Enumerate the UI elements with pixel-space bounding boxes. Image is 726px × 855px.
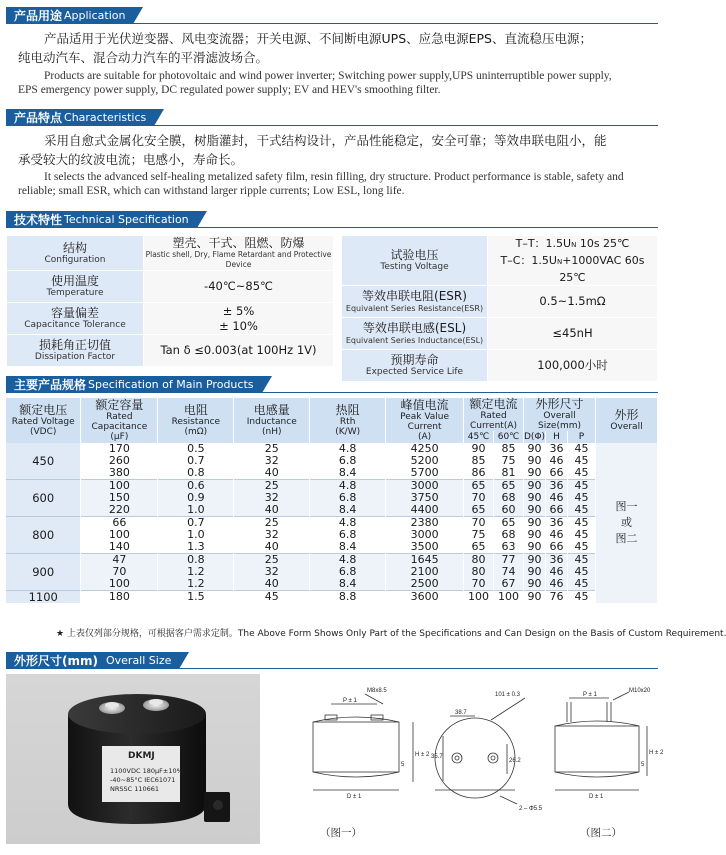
col-header-45c: 45℃ bbox=[464, 431, 494, 443]
table-cell: 85 bbox=[494, 443, 524, 455]
table-cell: 3600 bbox=[386, 591, 464, 604]
spec-label-zh: 等效串联电感(ESL) bbox=[362, 321, 467, 335]
table-cell: 6.8 bbox=[310, 566, 386, 578]
dim-357: 35.7 bbox=[431, 754, 443, 760]
col-header-p: P bbox=[568, 431, 596, 443]
characteristics-text-zh-2: 承受较大的纹波电流；电感小，寿命长。 bbox=[18, 152, 244, 167]
table-cell: 47 bbox=[81, 554, 158, 567]
spec-value: ± 5% bbox=[222, 303, 255, 318]
table-cell: 100 bbox=[81, 480, 158, 493]
table-cell: 180 bbox=[81, 591, 158, 604]
table-cell: 66 bbox=[546, 504, 568, 517]
table-cell: 8.4 bbox=[310, 541, 386, 554]
table-cell: 90 bbox=[524, 529, 546, 541]
spec-row-esl bbox=[342, 318, 658, 350]
shape-label: 或 bbox=[621, 516, 632, 529]
spec-value: -40℃~85℃ bbox=[204, 279, 273, 293]
table-cell: 1645 bbox=[386, 554, 464, 567]
section-title-en: Characteristics bbox=[64, 111, 147, 124]
dim-387: 38.7 bbox=[455, 710, 467, 716]
shape-label: 图一 bbox=[615, 500, 638, 513]
table-cell: 46 bbox=[546, 455, 568, 467]
figure-1-caption: （图一） bbox=[320, 827, 362, 839]
tech-spec-table-right bbox=[341, 235, 658, 382]
table-cell: 1.5 bbox=[158, 591, 234, 604]
spec-label-zh: 容量偏差 bbox=[50, 306, 99, 320]
table-cell: 45 bbox=[568, 541, 596, 554]
table-cell: 65 bbox=[494, 480, 524, 493]
table-cell: 0.7 bbox=[158, 517, 234, 530]
table-cell: 260 bbox=[81, 455, 158, 467]
section-title-zh: 产品特点 bbox=[14, 111, 63, 125]
table-cell: 46 bbox=[546, 566, 568, 578]
table-cell: 90 bbox=[524, 517, 546, 530]
divider bbox=[6, 392, 658, 393]
table-cell: 77 bbox=[494, 554, 524, 567]
section-title-zh: 外形尺寸(mm) bbox=[14, 654, 98, 668]
col-header-voltage: 额定电压 Rated Voltage (VDC) bbox=[6, 398, 81, 443]
table-cell: 90 bbox=[524, 467, 546, 480]
spec-label-en: Testing Voltage bbox=[380, 262, 449, 272]
table-cell: 5200 bbox=[386, 455, 464, 467]
section-title-zh: 产品用途 bbox=[14, 9, 63, 23]
dim-5-fig2: 5 bbox=[641, 762, 645, 768]
table-cell: 75 bbox=[464, 529, 494, 541]
table-cell: 40 bbox=[234, 467, 310, 480]
table-cell: 46 bbox=[546, 578, 568, 591]
section-header-overall-size bbox=[6, 652, 189, 669]
table-cell: 100 bbox=[494, 591, 524, 604]
divider bbox=[6, 668, 658, 669]
dimension-drawings bbox=[295, 686, 664, 836]
dim-262: 26.2 bbox=[509, 758, 521, 764]
table-row bbox=[6, 467, 658, 480]
spec-label-zh: 损耗角正切值 bbox=[38, 338, 111, 352]
table-cell: 100 bbox=[464, 591, 494, 604]
table-cell: 81 bbox=[494, 467, 524, 480]
dim-p-fig1: P ± 1 bbox=[343, 698, 357, 704]
table-cell: 2500 bbox=[386, 578, 464, 591]
tech-spec-table-left bbox=[6, 235, 334, 367]
table-cell: 45 bbox=[234, 591, 310, 604]
spec-label-en: Equivalent Series Inductance(ESL) bbox=[345, 336, 484, 345]
divider bbox=[6, 125, 658, 126]
table-row bbox=[6, 591, 658, 604]
table-cell: 0.5 bbox=[158, 443, 234, 455]
spec-row-dissipation bbox=[7, 335, 334, 367]
spec-value: Tan δ ≤0.003(at 100Hz 1V) bbox=[160, 343, 317, 357]
table-cell: 8.8 bbox=[310, 591, 386, 604]
characteristics-text-en-2: reliable; small ESR, which can withstand larger ripple currents; Low ESL, long life. bbox=[18, 185, 405, 197]
main-products-table bbox=[6, 398, 658, 603]
table-cell: 45 bbox=[568, 504, 596, 517]
table-cell: 45 bbox=[568, 517, 596, 530]
spec-label-en: Dissipation Factor bbox=[34, 352, 116, 362]
table-cell: 90 bbox=[524, 492, 546, 504]
col-header-rth: 热阻 Rth (K/W) bbox=[310, 398, 386, 443]
spec-label-zh: 等效串联电阻(ESR) bbox=[362, 289, 467, 303]
table-cell: 4.8 bbox=[310, 480, 386, 493]
table-cell: 74 bbox=[494, 566, 524, 578]
spec-value: T–T：1.5UN 10s 25℃ bbox=[515, 237, 630, 250]
table-cell: 70 bbox=[464, 517, 494, 530]
characteristics-text-zh-1: 采用自愈式金属化安全膜，树脂灌封，干式结构设计，产品性能稳定，安全可靠；等效串联电阻小，能 bbox=[44, 133, 607, 148]
voltage-cell: 450 bbox=[6, 443, 81, 480]
table-cell: 36 bbox=[546, 443, 568, 455]
table-cell: 32 bbox=[234, 529, 310, 541]
dim-thread-fig2: M10x20 bbox=[629, 688, 651, 694]
table-cell: 380 bbox=[81, 467, 158, 480]
table-cell: 1.2 bbox=[158, 578, 234, 591]
table-cell: 2100 bbox=[386, 566, 464, 578]
dim-d-fig1: D ± 1 bbox=[347, 794, 362, 800]
table-cell: 70 bbox=[81, 566, 158, 578]
section-header-main-products bbox=[6, 376, 272, 393]
table-cell: 45 bbox=[568, 455, 596, 467]
dim-d-fig2: D ± 1 bbox=[589, 794, 604, 800]
table-cell: 65 bbox=[494, 517, 524, 530]
table-cell: 66 bbox=[546, 541, 568, 554]
table-cell: 4.8 bbox=[310, 443, 386, 455]
spec-row-service-life bbox=[342, 350, 658, 382]
table-cell: 45 bbox=[568, 566, 596, 578]
product-spec-line-3: NRSSC 110661 bbox=[110, 785, 160, 793]
table-cell: 0.8 bbox=[158, 467, 234, 480]
section-title-zh: 技术特性 bbox=[14, 213, 63, 227]
table-cell: 85 bbox=[464, 455, 494, 467]
table-cell: 32 bbox=[234, 566, 310, 578]
divider bbox=[6, 23, 658, 24]
section-header-application bbox=[6, 7, 143, 24]
table-cell: 8.4 bbox=[310, 578, 386, 591]
table-cell: 0.6 bbox=[158, 480, 234, 493]
col-header-capacitance: 额定容量 Rated Capacitance (μF) bbox=[81, 398, 158, 443]
table-cell: 80 bbox=[464, 566, 494, 578]
table-cell: 45 bbox=[568, 591, 596, 604]
spec-value: ± 10% bbox=[219, 318, 258, 333]
table-cell: 3000 bbox=[386, 480, 464, 493]
table-cell: 90 bbox=[524, 578, 546, 591]
table-row bbox=[6, 578, 658, 591]
table-cell: 170 bbox=[81, 443, 158, 455]
table-cell: 45 bbox=[568, 480, 596, 493]
table-cell: 4.8 bbox=[310, 554, 386, 567]
spec-label-zh: 使用温度 bbox=[50, 274, 99, 288]
table-cell: 45 bbox=[568, 492, 596, 504]
spec-label-en: Configuration bbox=[44, 254, 106, 265]
table-cell: 3500 bbox=[386, 541, 464, 554]
spec-label-zh: 结构 bbox=[62, 240, 87, 255]
table-cell: 100 bbox=[81, 578, 158, 591]
table-cell: 65 bbox=[464, 480, 494, 493]
table-cell: 45 bbox=[568, 578, 596, 591]
section-title-zh: 主要产品规格 bbox=[14, 378, 87, 392]
voltage-cell: 900 bbox=[6, 554, 81, 591]
dim-hole: 2 – Φ5.5 bbox=[519, 806, 543, 812]
table-cell: 90 bbox=[524, 480, 546, 493]
table-cell: 150 bbox=[81, 492, 158, 504]
application-text-en-2: EPS emergency power supply, DC regulated power supply; EV and HEV's smoothing filter. bbox=[18, 84, 441, 96]
table-cell: 70 bbox=[464, 578, 494, 591]
table-cell: 66 bbox=[546, 467, 568, 480]
table-cell: 4250 bbox=[386, 443, 464, 455]
col-header-60c: 60℃ bbox=[494, 431, 524, 443]
dim-thread-fig1: M8x8.5 bbox=[367, 688, 387, 694]
table-cell: 32 bbox=[234, 455, 310, 467]
table-cell: 90 bbox=[524, 554, 546, 567]
application-text-zh-2: 纯电动汽车、混合动力汽车的平滑滤波场合。 bbox=[18, 50, 269, 65]
spec-value: 100,000小时 bbox=[537, 358, 608, 372]
table-cell: 76 bbox=[546, 591, 568, 604]
table-cell: 3000 bbox=[386, 529, 464, 541]
dim-h-fig2: H ± 2 bbox=[649, 750, 664, 756]
spec-row-configuration bbox=[7, 236, 334, 271]
table-cell: 36 bbox=[546, 554, 568, 567]
table-cell: 1.3 bbox=[158, 541, 234, 554]
col-header-peak-current: 峰值电流 Peak Value Current (A) bbox=[386, 398, 464, 443]
table-cell: 1.0 bbox=[158, 504, 234, 517]
table-cell: 0.7 bbox=[158, 455, 234, 467]
product-spec-line-1: 1100VDC 180μF±10% bbox=[110, 767, 183, 775]
product-photo bbox=[6, 674, 260, 844]
spec-label-en: Equivalent Series Resistance(ESR) bbox=[345, 304, 484, 313]
table-cell: 25 bbox=[234, 480, 310, 493]
table-cell: 86 bbox=[464, 467, 494, 480]
table-cell: 3750 bbox=[386, 492, 464, 504]
dim-101: 101 ± 0.3 bbox=[495, 692, 520, 698]
spec-value: 0.5~1.5mΩ bbox=[539, 294, 606, 308]
section-header-technical bbox=[6, 211, 207, 228]
shape-cell bbox=[596, 443, 658, 603]
col-header-resistance: 电阻 Resistance (mΩ) bbox=[158, 398, 234, 443]
voltage-cell: 600 bbox=[6, 480, 81, 517]
table-cell: 65 bbox=[464, 541, 494, 554]
shape-label: 图二 bbox=[615, 532, 638, 545]
spec-label-zh: 预期寿命 bbox=[390, 353, 439, 367]
application-text-zh-1: 产品适用于光伏逆变器、风电变流器；开关电源、不间断电源UPS、应急电源EPS、直流稳压电源； bbox=[44, 31, 592, 46]
table-cell: 45 bbox=[568, 443, 596, 455]
table-cell: 90 bbox=[524, 591, 546, 604]
spec-value: ≤45nH bbox=[552, 326, 593, 340]
table-cell: 60 bbox=[494, 504, 524, 517]
table-cell: 45 bbox=[568, 529, 596, 541]
table-cell: 65 bbox=[464, 504, 494, 517]
section-title-en: Specification of Main Products bbox=[88, 378, 254, 391]
dim-p-fig2: P ± 1 bbox=[583, 692, 597, 698]
table-cell: 100 bbox=[81, 529, 158, 541]
col-header-inductance: 电感量 Inductance (nH) bbox=[234, 398, 310, 443]
table-cell: 75 bbox=[494, 455, 524, 467]
col-header-d: D(Φ) bbox=[524, 432, 546, 442]
table-cell: 220 bbox=[81, 504, 158, 517]
spec-value: 塑壳、干式、阻燃、防爆 bbox=[172, 236, 305, 250]
table-cell: 32 bbox=[234, 492, 310, 504]
spec-row-tolerance bbox=[7, 303, 334, 335]
col-header-shape: 外形 Overall bbox=[596, 398, 658, 443]
table-cell: 4400 bbox=[386, 504, 464, 517]
table-cell: 40 bbox=[234, 578, 310, 591]
table-cell: 0.9 bbox=[158, 492, 234, 504]
table-cell: 6.8 bbox=[310, 529, 386, 541]
table-cell: 25 bbox=[234, 517, 310, 530]
table-row bbox=[6, 504, 658, 517]
table-cell: 4.8 bbox=[310, 517, 386, 530]
spec-label-en: Temperature bbox=[46, 288, 104, 298]
col-header-rated-current: 额定电流 Rated Current(A) bbox=[464, 398, 524, 431]
table-cell: 36 bbox=[546, 517, 568, 530]
spec-row-temperature bbox=[7, 271, 334, 303]
table-cell: 140 bbox=[81, 541, 158, 554]
figure-2-caption: （图二） bbox=[580, 827, 622, 839]
voltage-cell: 800 bbox=[6, 517, 81, 554]
section-title-en: Application bbox=[64, 9, 126, 22]
table-cell: 90 bbox=[524, 443, 546, 455]
table-cell: 63 bbox=[494, 541, 524, 554]
table-cell: 46 bbox=[546, 529, 568, 541]
table-cell: 67 bbox=[494, 578, 524, 591]
table-cell: 1.2 bbox=[158, 566, 234, 578]
table-cell: 6.8 bbox=[310, 492, 386, 504]
table-cell: 40 bbox=[234, 541, 310, 554]
table-cell: 8.4 bbox=[310, 504, 386, 517]
table-cell: 5700 bbox=[386, 467, 464, 480]
table-cell: 90 bbox=[524, 541, 546, 554]
table-cell: 6.8 bbox=[310, 455, 386, 467]
dim-5-fig1: 5 bbox=[401, 762, 405, 768]
table-cell: 45 bbox=[568, 554, 596, 567]
dim-h-fig1: H ± 2 bbox=[415, 752, 430, 758]
table-cell: 70 bbox=[464, 492, 494, 504]
table-cell: 45 bbox=[568, 467, 596, 480]
table-cell: 46 bbox=[546, 492, 568, 504]
table-footnote: ★ 上表仅列部分规格，可根据客户需求定制。The Above Form Shows Only Part of the Specifications and Can Design on the Basis of Custom Requirement. bbox=[56, 629, 726, 639]
divider bbox=[6, 227, 658, 228]
table-cell: 80 bbox=[464, 554, 494, 567]
table-cell: 0.8 bbox=[158, 554, 234, 567]
table-cell: 90 bbox=[524, 566, 546, 578]
spec-label-zh: 试验电压 bbox=[390, 248, 439, 262]
product-brand-label: DKMJ bbox=[128, 751, 155, 761]
table-cell: 90 bbox=[464, 443, 494, 455]
table-cell: 8.4 bbox=[310, 467, 386, 480]
table-cell: 2380 bbox=[386, 517, 464, 530]
table-cell: 40 bbox=[234, 504, 310, 517]
table-cell: 66 bbox=[81, 517, 158, 530]
table-cell: 25 bbox=[234, 443, 310, 455]
col-header-size: 外形尺寸 Overall Size(mm) bbox=[524, 398, 596, 431]
table-cell: 90 bbox=[524, 455, 546, 467]
table-cell: 90 bbox=[524, 504, 546, 517]
spec-label-en: Capacitance Tolerance bbox=[24, 320, 126, 330]
col-header-h: H bbox=[546, 431, 568, 443]
table-cell: 68 bbox=[494, 529, 524, 541]
table-cell: 1.0 bbox=[158, 529, 234, 541]
spec-value: T–C：1.5UN+1000VAC 60s 25℃ bbox=[500, 254, 645, 284]
section-title-en: Overall Size bbox=[105, 654, 172, 667]
table-row bbox=[6, 541, 658, 554]
application-text-en-1: Products are suitable for photovoltaic and wind power inverter; Switching power supply,UPS uninterruptible power supply, bbox=[44, 70, 612, 82]
table-cell: 36 bbox=[546, 480, 568, 493]
spec-row-esr bbox=[342, 286, 658, 318]
product-spec-line-2: -40~85°C IEC61071 bbox=[110, 776, 176, 784]
spec-value-en: Plastic shell, Dry, Flame Retardant and Protective Device bbox=[145, 250, 332, 269]
voltage-cell: 1100 bbox=[6, 591, 81, 604]
table-cell: 25 bbox=[234, 554, 310, 567]
table-cell: 68 bbox=[494, 492, 524, 504]
spec-row-testing-voltage bbox=[342, 236, 658, 286]
section-header-characteristics bbox=[6, 109, 164, 126]
spec-label-en: Expected Service Life bbox=[365, 367, 464, 377]
section-title-en: Technical Specification bbox=[64, 213, 189, 226]
characteristics-text-en-1: It selects the advanced self-healing metalized safety film, resin filling, dry structure. Product performance is stable, safety and bbox=[44, 171, 624, 183]
